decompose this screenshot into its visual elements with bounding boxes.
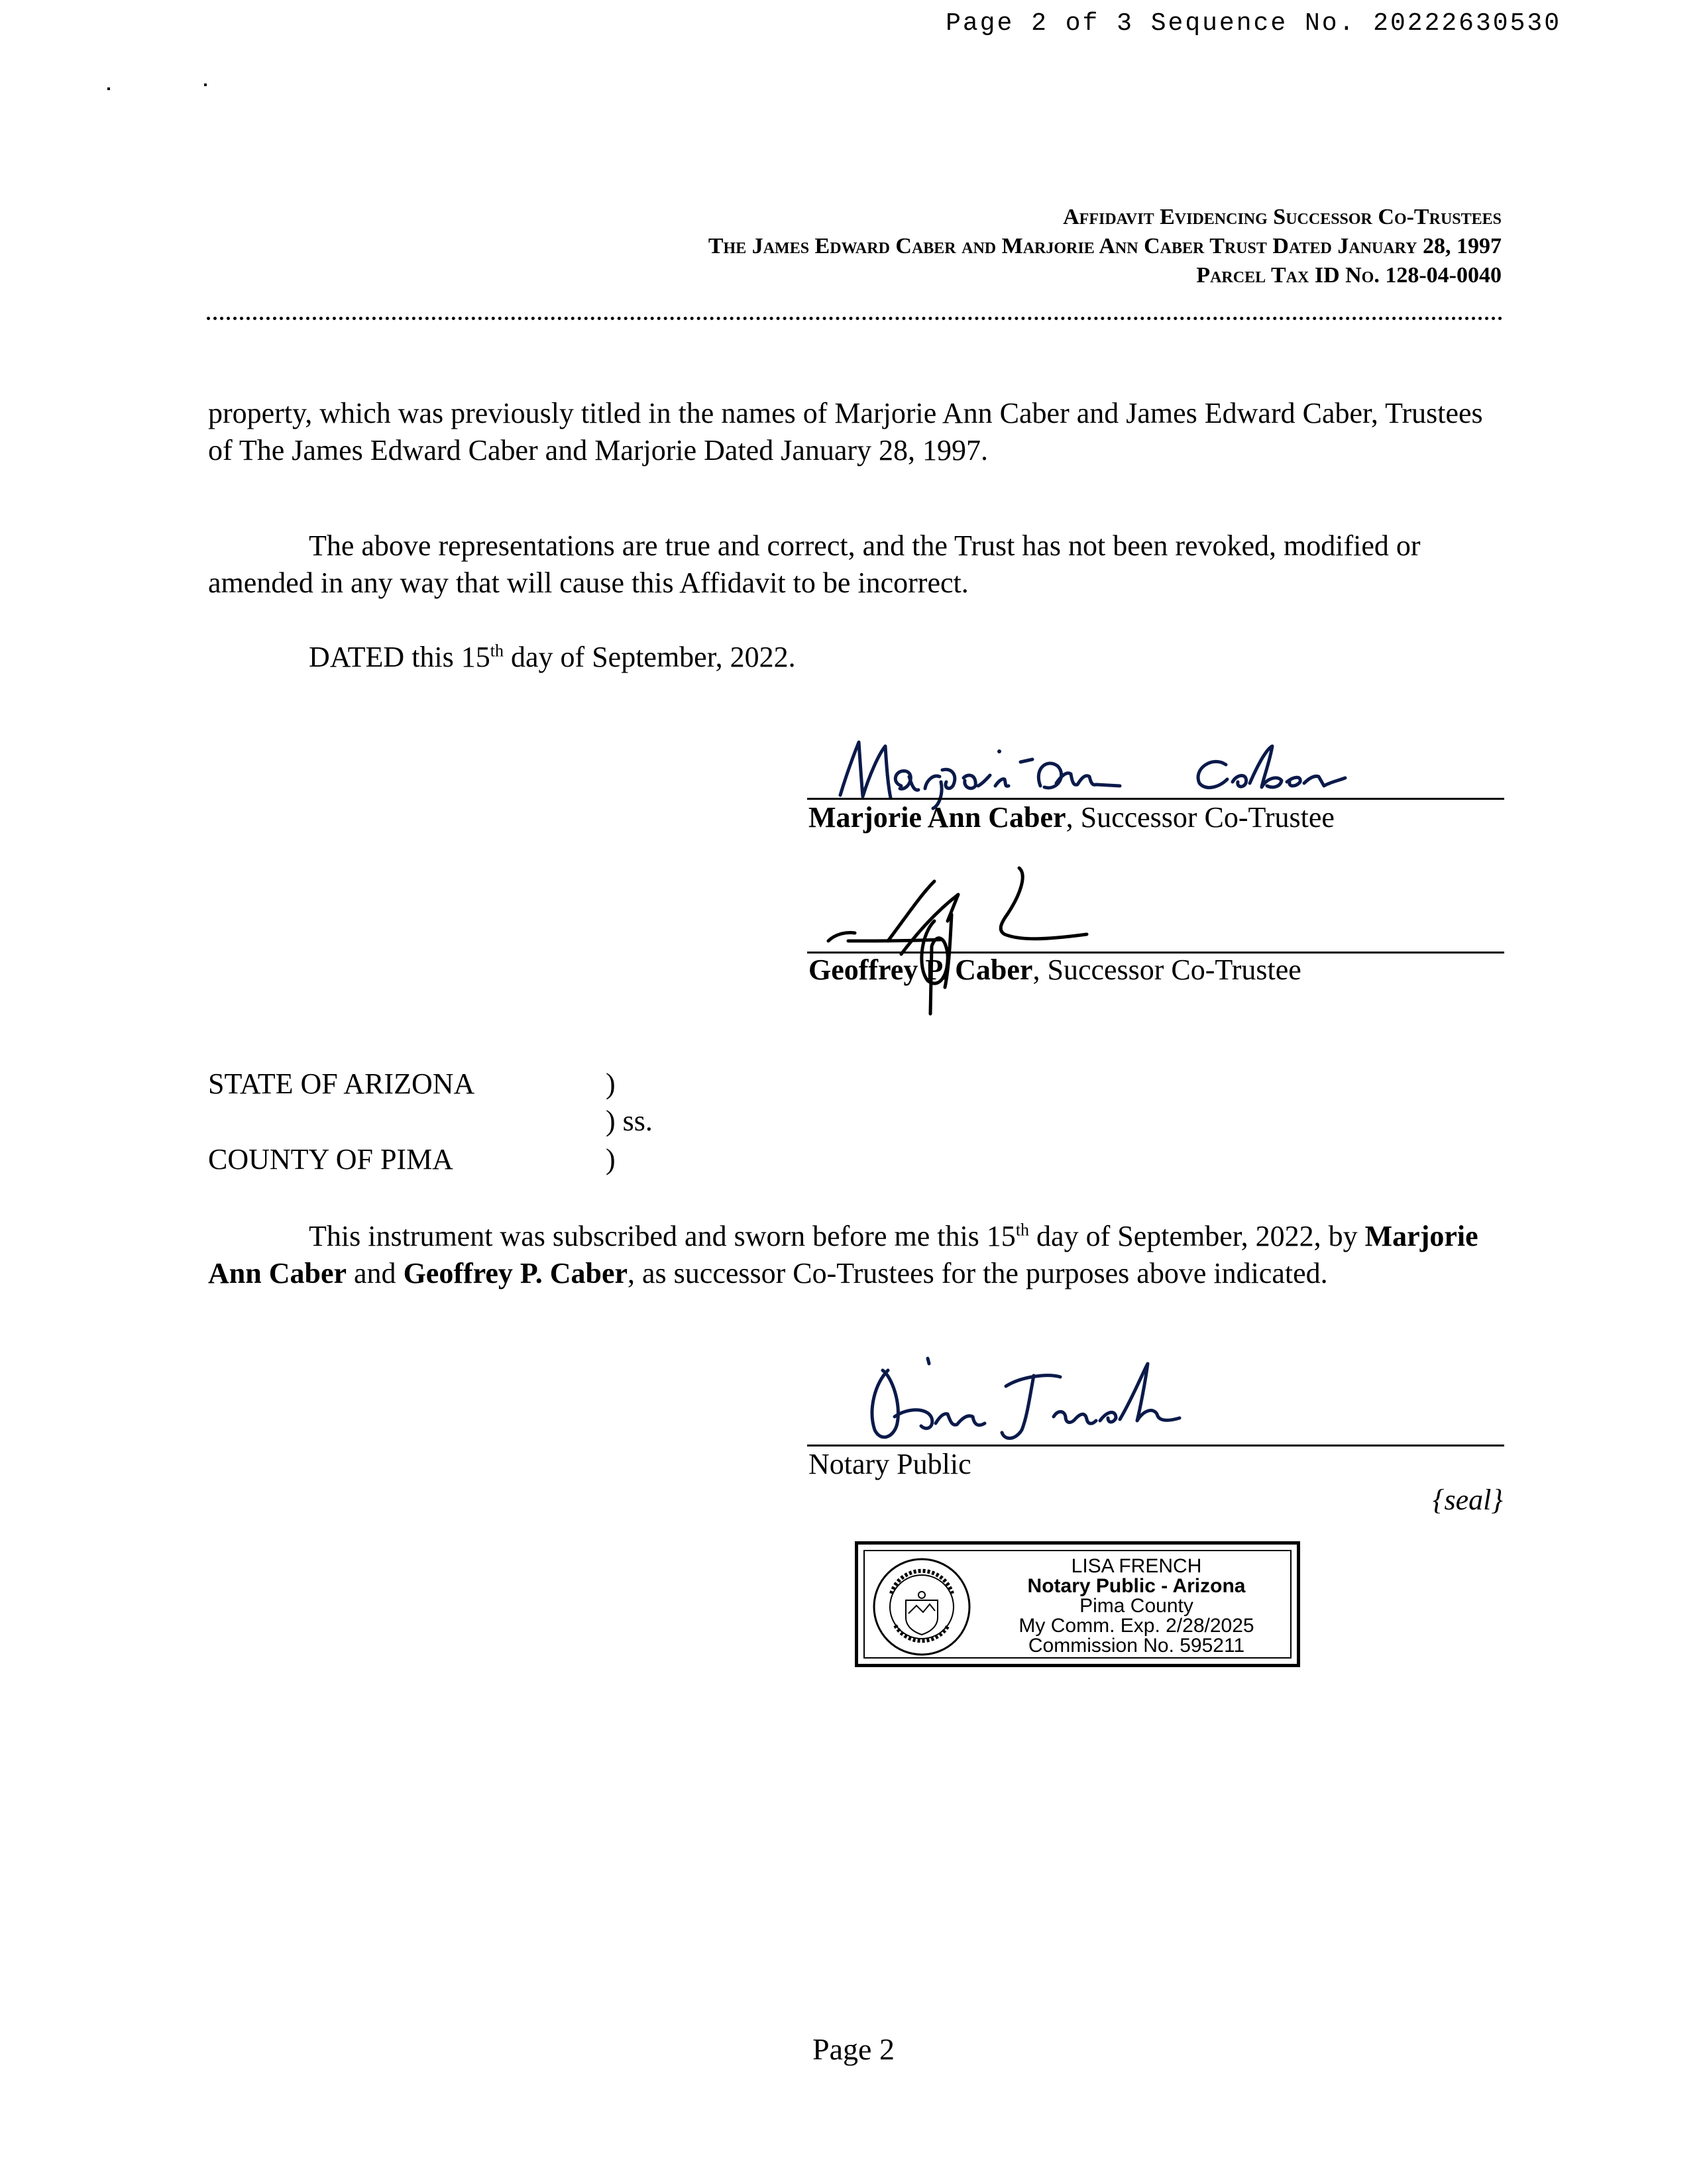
body-paragraph-property: property, which was previously titled in the names of Marjorie Ann Caber and James Edward Caber, Trustees of The James Edward Caber and Marjorie Dated January 28, 1997. <box>208 397 1483 466</box>
document-header <box>708 203 1502 290</box>
notary-expiry: My Comm. Exp. 2/28/2025 <box>1019 1615 1254 1637</box>
document-title: Affidavit Evidencing Successor Co-Trustees <box>1063 205 1502 229</box>
venue-paren-bottom: ) <box>606 1143 616 1175</box>
signature-geoffrey <box>808 842 1113 1020</box>
recorder-stamp: Page 2 of 3 Sequence No. 20222630530 <box>946 9 1561 38</box>
signature-notary <box>848 1344 1193 1456</box>
dated-suffix: day of September, 2022. <box>504 641 796 673</box>
notary-commission: Commission No. 595211 <box>1028 1635 1245 1657</box>
jurat-text: day of September, 2022, by <box>1029 1220 1365 1252</box>
trust-name: The James Edward Caber and Marjorie Ann Caber Trust Dated January 28, 1997 <box>708 234 1502 258</box>
signer-name: Geoffrey P. Caber <box>808 954 1033 986</box>
header-divider <box>207 317 1503 320</box>
parcel-id: Parcel Tax ID No. 128-04-0040 <box>1196 263 1502 288</box>
notary-county: Pima County <box>1079 1595 1193 1617</box>
notary-title: Notary Public - Arizona <box>1027 1575 1246 1597</box>
jurat-text: and <box>347 1257 404 1289</box>
scan-speck <box>204 83 207 86</box>
signer-role: , Successor Co-Trustee <box>1032 954 1301 986</box>
dated-line <box>208 639 1504 676</box>
dated-prefix: DATED this 15 <box>309 641 490 673</box>
jurat-paragraph <box>208 1218 1504 1292</box>
body-paragraph-representations: The above representations are true and correct, and the Trust has not been revoked, modified or amended in any way that will cause this Affidavit to be incorrect. <box>208 529 1421 599</box>
jurat-signer-name: Geoffrey P. Caber <box>403 1257 628 1289</box>
arizona-seal-icon <box>869 1554 975 1660</box>
notary-stamp <box>855 1541 1300 1667</box>
jurat-ordinal: th <box>1015 1220 1030 1240</box>
signature-line-notary <box>807 1445 1504 1447</box>
venue-paren-ss: ) ss. <box>606 1105 653 1137</box>
signature-line-marjorie <box>807 798 1504 800</box>
signer-role: , Successor Co-Trustee <box>1066 801 1335 834</box>
jurat-signer-name: Marjorie Ann Caber <box>208 1220 1478 1289</box>
venue-paren-top: ) <box>606 1067 616 1100</box>
page-number: Page 2 <box>812 2032 895 2066</box>
notary-stamp-text <box>984 1556 1289 1656</box>
signer-caption-geoffrey <box>808 953 1301 987</box>
venue-state: STATE OF ARIZONA <box>208 1067 475 1100</box>
venue-county: COUNTY OF PIMA <box>208 1143 453 1175</box>
signer-caption-marjorie <box>808 800 1335 834</box>
scan-speck <box>107 87 110 90</box>
jurat-text: , as successor Co-Trustees for the purposes above indicated. <box>628 1257 1328 1289</box>
notary-name: LISA FRENCH <box>1071 1555 1202 1577</box>
notary-caption: Notary Public <box>808 1448 971 1480</box>
signer-name: Marjorie Ann Caber <box>808 801 1066 834</box>
dated-ordinal: th <box>490 641 504 661</box>
seal-label: {seal} <box>1432 1484 1503 1516</box>
jurat-text: This instrument was subscribed and sworn before me this 15 <box>309 1220 1016 1252</box>
